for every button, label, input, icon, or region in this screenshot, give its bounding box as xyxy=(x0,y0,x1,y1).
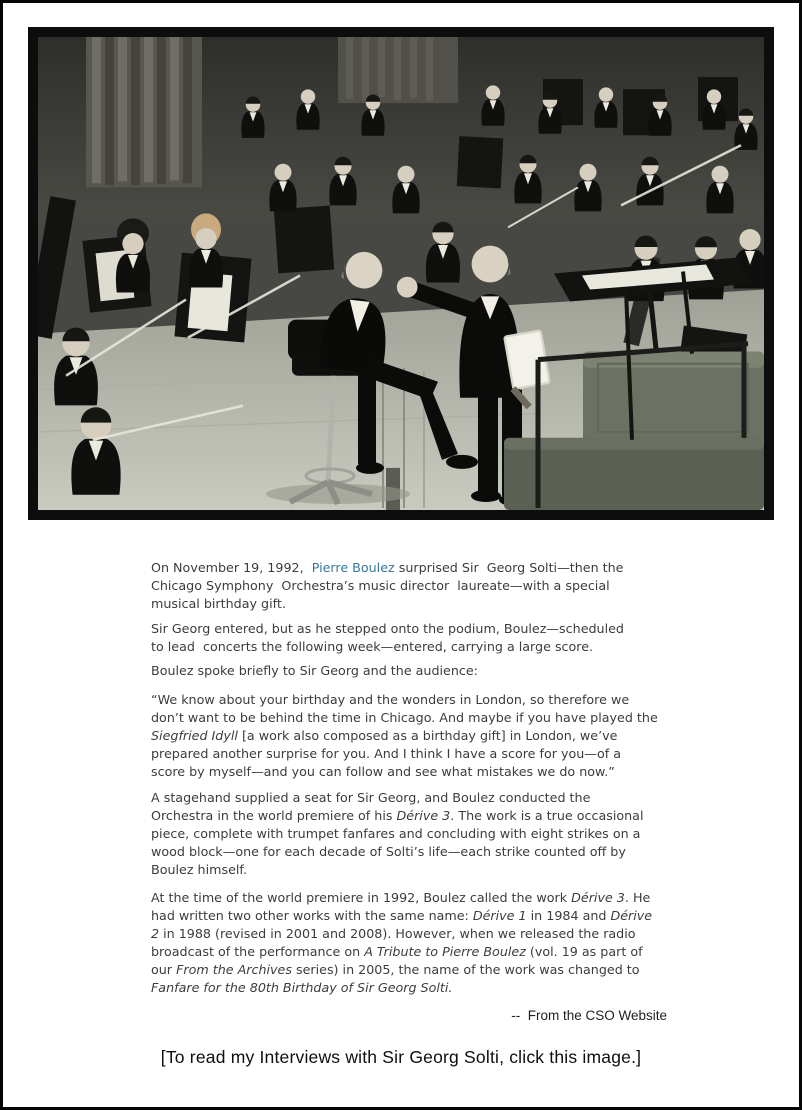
text-segment: (vol. 19 as part of xyxy=(525,944,643,959)
text-line xyxy=(151,638,667,656)
text-segment: Dérive 1 xyxy=(472,908,527,923)
paragraph xyxy=(151,889,667,997)
text-segment: Dérive xyxy=(610,908,653,923)
text-line xyxy=(151,861,667,879)
text-line xyxy=(151,559,667,577)
paragraph xyxy=(151,789,667,879)
orchestra-photo-link[interactable] xyxy=(28,27,774,520)
text-segment: in 1988 (revised in 2001 and 2008). However, when we released the radio xyxy=(159,926,636,941)
text-segment: Boulez himself. xyxy=(151,862,247,877)
text-line xyxy=(151,763,667,781)
text-line xyxy=(151,825,667,843)
text-segment: On November 19, 1992, xyxy=(151,560,312,575)
paragraph xyxy=(151,691,667,781)
text-line xyxy=(151,979,667,997)
text-segment: . He xyxy=(624,890,651,905)
text-segment: [a work also composed as a birthday gift] in London, we’ve xyxy=(237,728,618,743)
text-segment: A Tribute to Pierre Boulez xyxy=(364,944,526,959)
paragraph xyxy=(151,559,667,613)
text-line xyxy=(151,745,667,763)
text-segment: don’t want to be behind the time in Chicago. And maybe if you have played the xyxy=(151,710,658,725)
text-line xyxy=(151,691,667,709)
text-line xyxy=(151,595,667,613)
text-segment: to lead concerts the following week—entered, carrying a large score. xyxy=(151,639,594,654)
text-segment: wood block—one for each decade of Solti’s life—each strike counted off by xyxy=(151,844,626,859)
text-segment: Fanfare for the 80th Birthday of Sir Georg Solti. xyxy=(151,980,453,995)
text-segment: piece, complete with trumpet fanfares and concluding with eight strikes on a xyxy=(151,826,641,841)
text-line xyxy=(151,620,667,638)
text-segment: 2 xyxy=(151,926,160,941)
text-segment: prepared another surprise for you. And I think I have a score for you—of a xyxy=(151,746,622,761)
article xyxy=(151,559,667,1025)
text-line xyxy=(151,943,667,961)
text-line xyxy=(151,709,667,727)
text-segment: Boulez spoke briefly to Sir Georg and the audience: xyxy=(151,663,478,678)
text-segment: our xyxy=(151,962,177,977)
text-segment: Orchestra in the world premiere of his xyxy=(151,808,397,823)
text-segment: From the Archives xyxy=(176,962,292,977)
text-segment: “We know about your birthday and the wonders in London, so therefore we xyxy=(151,692,630,707)
text-segment: in 1984 and xyxy=(526,908,611,923)
text-segment: At the time of the world premiere in 1992, Boulez called the work xyxy=(151,890,572,905)
text-segment: Dérive 3 xyxy=(396,808,451,823)
text-segment: had written two other works with the same name: xyxy=(151,908,473,923)
text-line xyxy=(151,889,667,907)
pierre-boulez-link[interactable]: Pierre Boulez xyxy=(311,560,395,575)
text-line xyxy=(151,577,667,595)
text-line xyxy=(151,789,667,807)
footer-caption: [To read my Interviews with Sir Georg Solti, click this image.] xyxy=(160,1047,642,1067)
text-line xyxy=(151,843,667,861)
text-line xyxy=(151,925,667,943)
text-segment: score by myself—and you can follow and see what mistakes we do now.” xyxy=(151,764,615,779)
text-segment: Siegfried Idyll xyxy=(151,728,238,743)
text-line xyxy=(151,662,667,680)
text-line xyxy=(151,961,667,979)
orchestra-photo xyxy=(38,37,764,510)
text-segment: musical birthday gift. xyxy=(151,596,286,611)
text-segment: A stagehand supplied a seat for Sir Georg, and Boulez conducted the xyxy=(151,790,591,805)
text-line xyxy=(151,807,667,825)
paragraph xyxy=(151,620,667,656)
text-segment: . The work is a true occasional xyxy=(450,808,644,823)
text-line xyxy=(151,907,667,925)
paragraph xyxy=(151,662,667,680)
text-segment: Sir Georg entered, but as he stepped onto the podium, Boulez—scheduled xyxy=(151,621,624,636)
text-segment: broadcast of the performance on xyxy=(151,944,365,959)
attribution: -- From the CSO Website xyxy=(511,1008,667,1023)
text-segment: series) in 2005, the name of the work was changed to xyxy=(291,962,640,977)
text-segment: Chicago Symphony Orchestra’s music director laureate—with a special xyxy=(151,578,610,593)
text-segment: surprised Sir Georg Solti—then the xyxy=(394,560,624,575)
text-line xyxy=(151,727,667,745)
paragraphs xyxy=(151,559,667,997)
text-segment: Dérive 3 xyxy=(571,890,625,905)
